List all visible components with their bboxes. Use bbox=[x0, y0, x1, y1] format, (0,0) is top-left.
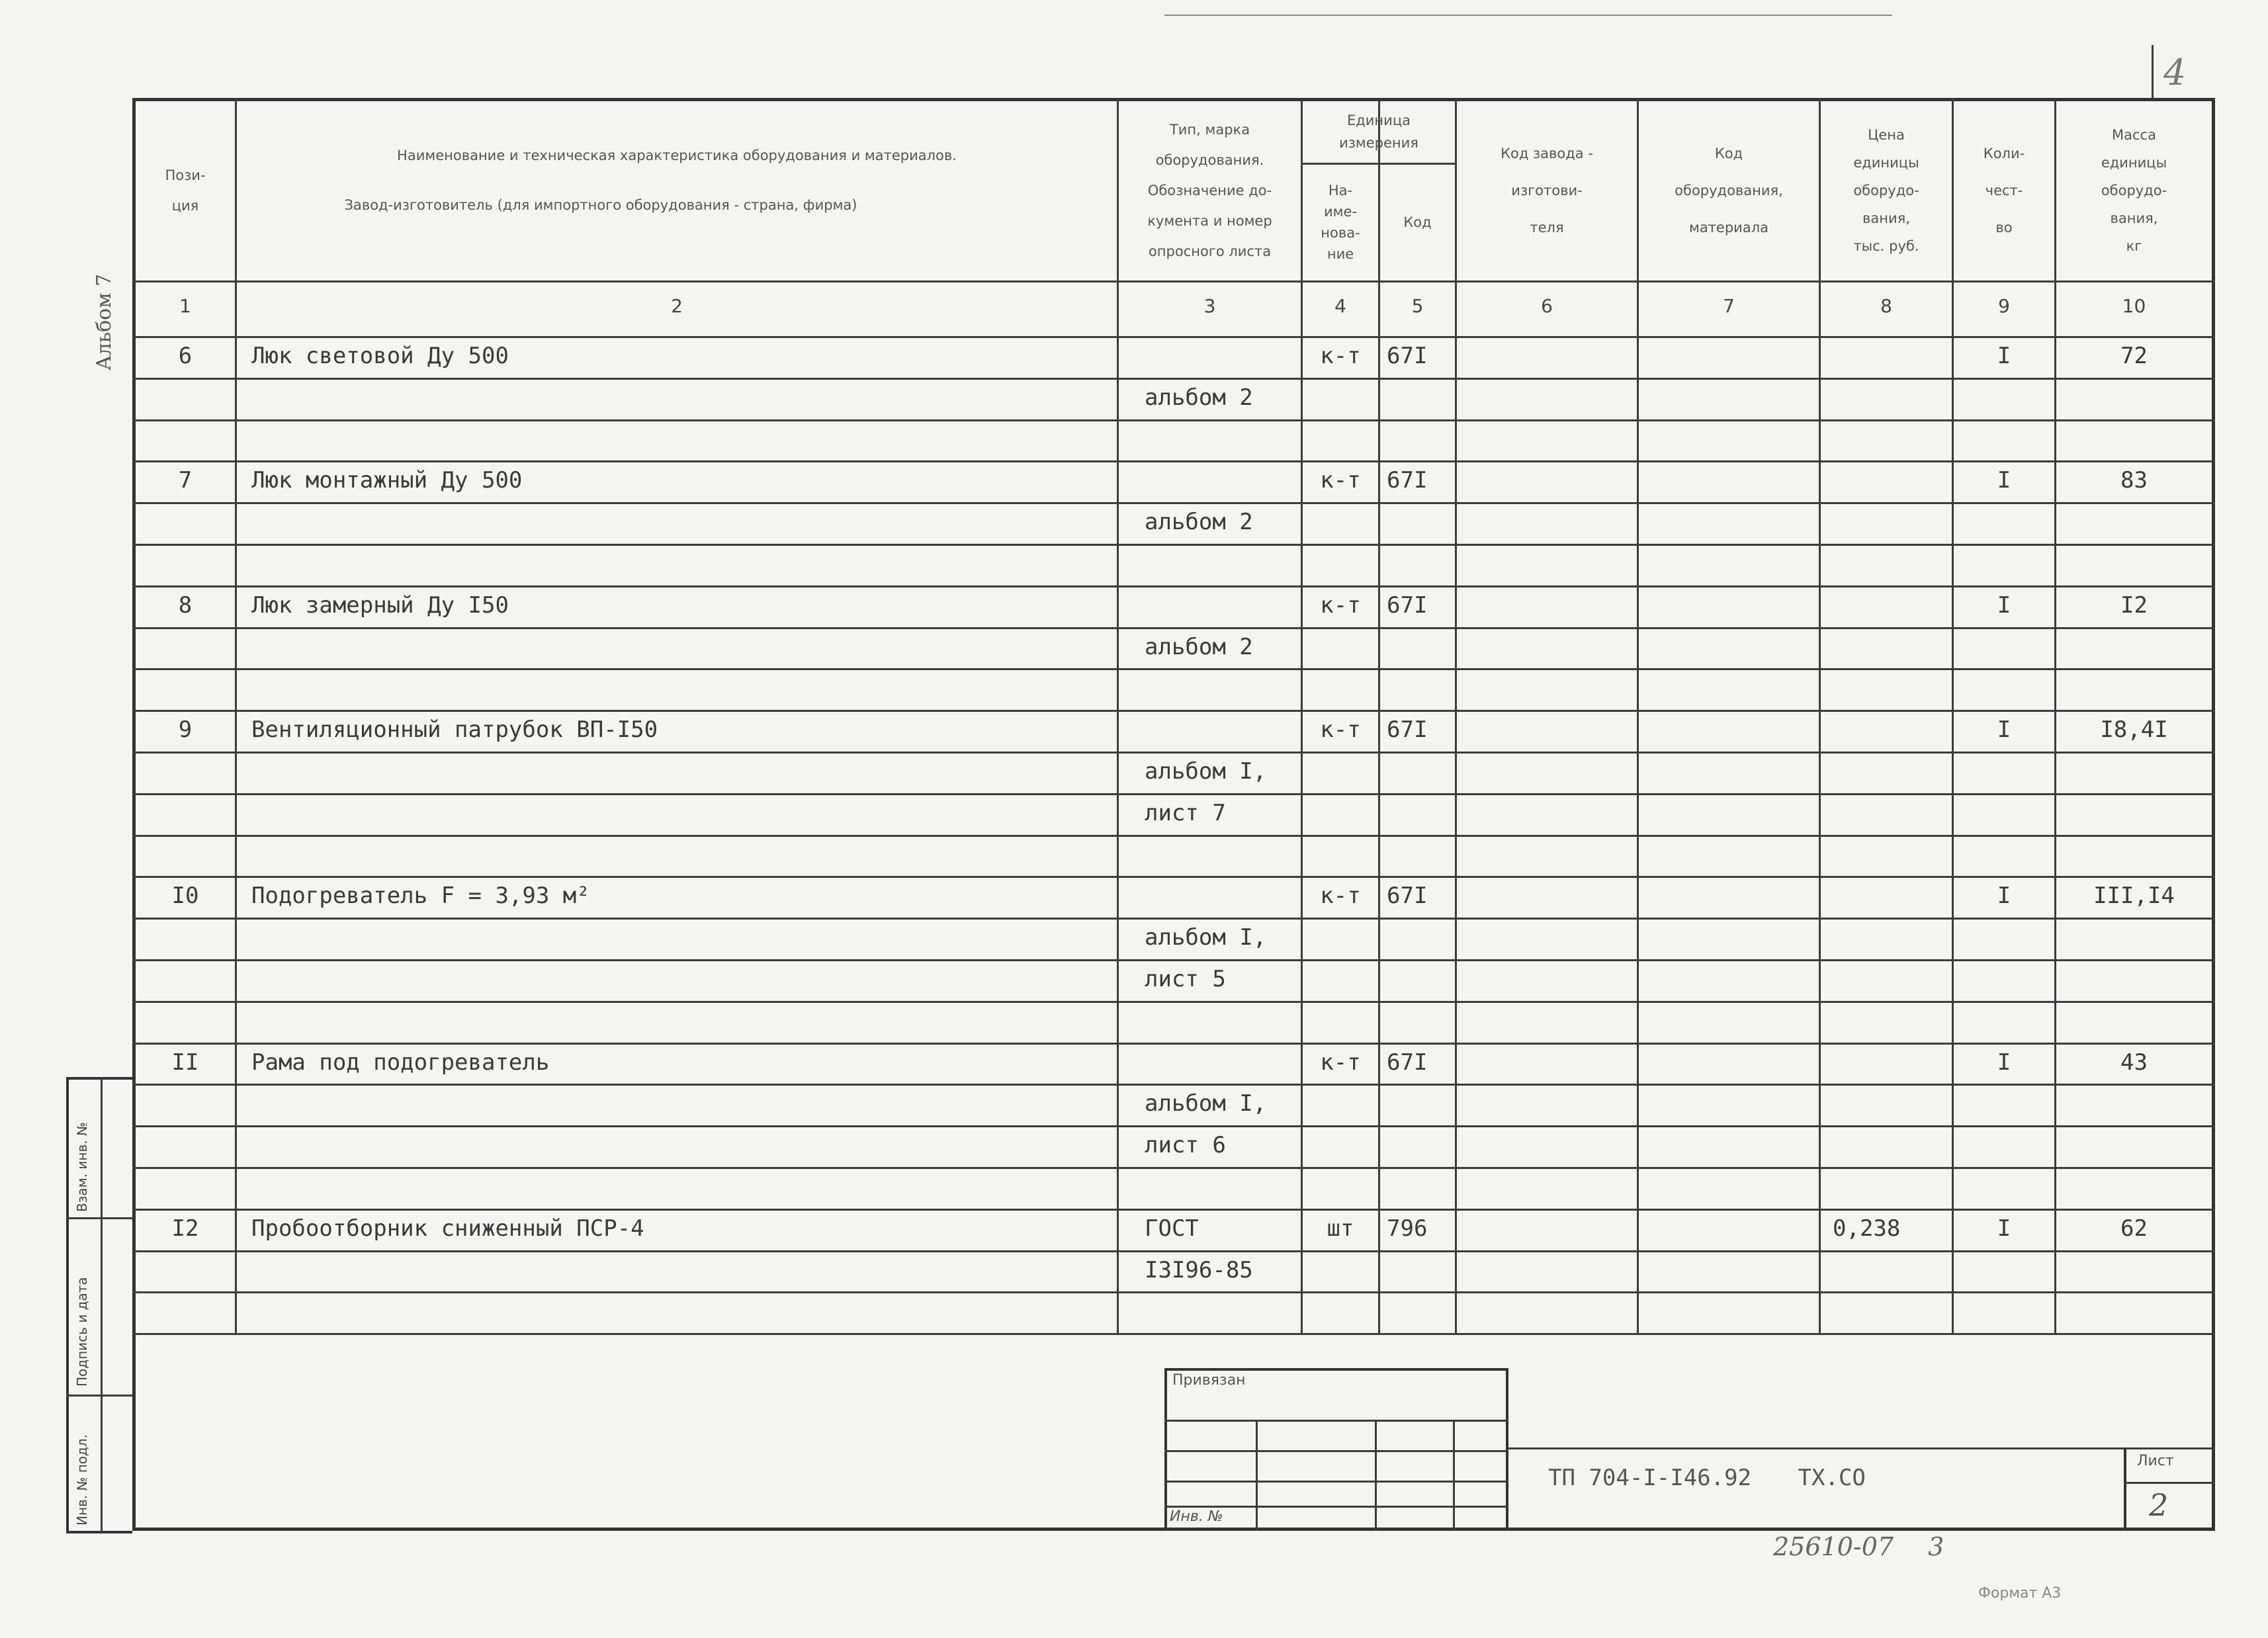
cell-document: альбом 2 bbox=[1145, 509, 1253, 536]
cell-document: альбом I, bbox=[1145, 924, 1267, 951]
row-line-14 bbox=[132, 918, 2215, 920]
archive-number-suffix: 3 bbox=[1928, 1532, 1944, 1561]
cell-quantity: I bbox=[1997, 716, 2011, 744]
format-label: Формат А3 bbox=[1978, 1585, 2062, 1602]
column-line-7 bbox=[1819, 98, 1821, 1333]
header-price: Цена единицы оборудо- вания, тыс. руб. bbox=[1853, 127, 1919, 254]
header-name-line1: Наименование и техническая характеристика оборудования и материалов. bbox=[397, 148, 957, 163]
stamp-hline-1 bbox=[1164, 1420, 1508, 1422]
cell-position: 6 bbox=[178, 343, 193, 369]
sheet-label: Лист bbox=[2137, 1453, 2174, 1469]
row-line-3 bbox=[132, 460, 2215, 462]
colnum-1: 1 bbox=[179, 295, 191, 317]
cell-unit-code: 796 bbox=[1387, 1215, 1428, 1242]
row-line-23 bbox=[132, 1291, 2215, 1293]
column-line-6 bbox=[1637, 98, 1639, 1333]
header-position: Пози- ция bbox=[165, 167, 206, 214]
header-type-mark: Тип, марка оборудования. Обозначение до- кумента и номер опросного листа bbox=[1147, 122, 1272, 259]
row-line-22 bbox=[132, 1250, 2215, 1252]
stamp-privyazan: Привязан bbox=[1172, 1372, 1246, 1389]
row-line-15 bbox=[132, 959, 2215, 961]
cell-unit-code: 67I bbox=[1387, 716, 1428, 744]
stamp-hline-2 bbox=[1164, 1450, 1508, 1452]
row-line-24 bbox=[132, 1333, 2215, 1335]
cell-name: Люк световой Ду 500 bbox=[251, 343, 509, 369]
column-line-4 bbox=[1378, 98, 1380, 1333]
cell-unit-code: 67I bbox=[1387, 1049, 1428, 1076]
cell-name: Подогреватель F = 3,93 м² bbox=[251, 883, 590, 910]
cell-document: лист 6 bbox=[1145, 1132, 1226, 1159]
header-mass: Масса единицы оборудо- вания, кг bbox=[2101, 127, 2167, 254]
cell-quantity: I bbox=[1997, 343, 2011, 369]
header-unit-code: Код bbox=[1403, 214, 1432, 230]
cell-position: 9 bbox=[178, 716, 193, 744]
left-strip-divider bbox=[101, 1077, 103, 1533]
cell-unit: шт bbox=[1327, 1215, 1354, 1242]
cell-quantity: I bbox=[1997, 883, 2011, 910]
cell-position: I2 bbox=[171, 1215, 199, 1242]
left-strip-vzam-inv: Взам. инв. № bbox=[74, 1122, 90, 1212]
colnum-8: 8 bbox=[1880, 295, 1892, 317]
row-line-9 bbox=[132, 710, 2215, 712]
cell-unit: к-т bbox=[1320, 716, 1361, 744]
cell-unit-code: 67I bbox=[1387, 883, 1428, 910]
cell-quantity: I bbox=[1997, 591, 2011, 619]
row-line-21 bbox=[132, 1209, 2215, 1211]
cell-mass: I2 bbox=[2120, 591, 2148, 619]
cell-name: Вентиляционный патрубок ВП-I50 bbox=[251, 716, 658, 744]
doc-code-section: ТХ.СО bbox=[1798, 1465, 1866, 1491]
colnum-3: 3 bbox=[1203, 295, 1216, 317]
column-line-9 bbox=[2054, 98, 2056, 1333]
header-maker-code: Код завода - изготови- теля bbox=[1501, 146, 1593, 236]
cell-name: Рама под подогреватель bbox=[251, 1049, 550, 1076]
row-line-18 bbox=[132, 1084, 2215, 1086]
cell-unit: к-т bbox=[1320, 1049, 1361, 1076]
cell-position: 8 bbox=[178, 591, 193, 619]
row-line-7 bbox=[132, 627, 2215, 629]
cell-quantity: I bbox=[1997, 1215, 2011, 1242]
colnum-9: 9 bbox=[1998, 295, 2010, 317]
stamp-vline-2 bbox=[1375, 1420, 1377, 1531]
cell-document: I3I96-85 bbox=[1145, 1256, 1253, 1283]
row-line-20 bbox=[132, 1167, 2215, 1169]
cell-unit: к-т bbox=[1320, 467, 1361, 494]
colnum-10: 10 bbox=[2122, 295, 2146, 317]
cell-document: альбом I, bbox=[1145, 1090, 1267, 1117]
corner-tick bbox=[2152, 45, 2154, 98]
cell-unit: к-т bbox=[1320, 883, 1361, 910]
cell-name: Пробоотборник сниженный ПСР-4 bbox=[251, 1215, 644, 1242]
cell-quantity: I bbox=[1997, 467, 2011, 494]
header-bottom-line bbox=[132, 280, 2215, 282]
cell-document: лист 5 bbox=[1145, 966, 1226, 992]
row-line-10 bbox=[132, 752, 2215, 754]
left-strip-podpis-data: Подпись и дата bbox=[74, 1277, 90, 1387]
colnum-2: 2 bbox=[671, 295, 683, 317]
cell-price: 0,238 bbox=[1833, 1215, 1901, 1242]
cell-mass: III,I4 bbox=[2093, 883, 2175, 910]
cell-mass: 62 bbox=[2120, 1215, 2148, 1242]
stamp-inv-no: Инв. № bbox=[1170, 1508, 1223, 1525]
cell-mass: 72 bbox=[2120, 343, 2148, 369]
cell-position: 7 bbox=[178, 467, 193, 494]
column-line-3 bbox=[1301, 98, 1303, 1333]
cell-document: альбом 2 bbox=[1145, 633, 1253, 660]
doc-code bbox=[1548, 1465, 1866, 1491]
archive-number-main: 25610-07 bbox=[1773, 1532, 1894, 1561]
colnum-4: 4 bbox=[1334, 295, 1346, 317]
cell-unit: к-т bbox=[1320, 343, 1361, 369]
cell-position: I0 bbox=[171, 883, 199, 910]
row-line-11 bbox=[132, 793, 2215, 795]
cell-mass: 43 bbox=[2120, 1049, 2148, 1076]
colnum-7: 7 bbox=[1723, 295, 1735, 317]
colnum-5: 5 bbox=[1411, 295, 1424, 317]
stamp-vline-3 bbox=[1453, 1420, 1455, 1531]
column-line-5 bbox=[1455, 98, 1457, 1333]
row-line-2 bbox=[132, 419, 2215, 421]
cell-name: Люк монтажный Ду 500 bbox=[251, 467, 523, 494]
header-name-line2: Завод-изготовитель (для импортного оборудования - страна, фирма) bbox=[344, 197, 857, 213]
row-line-5 bbox=[132, 544, 2215, 546]
cell-quantity: I bbox=[1997, 1049, 2011, 1076]
colnum-bottom-line bbox=[132, 336, 2215, 338]
header-equipment-code: Код оборудования, материала bbox=[1675, 146, 1783, 236]
top-stray-line bbox=[1164, 15, 1892, 16]
left-strip-hline-2 bbox=[66, 1395, 132, 1397]
stamp-hline-3 bbox=[1164, 1481, 1508, 1483]
cell-mass: I8,4I bbox=[2100, 716, 2168, 744]
sheet-number: 2 bbox=[2149, 1487, 2169, 1523]
cell-unit-code: 67I bbox=[1387, 343, 1428, 369]
row-line-16 bbox=[132, 1001, 2215, 1003]
cell-unit-code: 67I bbox=[1387, 467, 1428, 494]
column-line-2 bbox=[1117, 98, 1119, 1333]
cell-document: альбом I, bbox=[1145, 758, 1267, 785]
column-line-1 bbox=[235, 98, 237, 1333]
row-line-12 bbox=[132, 835, 2215, 837]
cell-document: альбом 2 bbox=[1145, 384, 1253, 411]
cell-document: ГОСТ bbox=[1145, 1215, 1199, 1242]
header-unit: Единица измерения bbox=[1339, 112, 1418, 151]
cell-unit-code: 67I bbox=[1387, 591, 1428, 619]
archive-number bbox=[1773, 1532, 1944, 1561]
doc-code-number: ТП 704-I-I46.92 bbox=[1548, 1465, 1752, 1491]
album-side-label: Альбом 7 bbox=[93, 273, 116, 370]
column-line-8 bbox=[1952, 98, 1954, 1333]
cell-mass: 83 bbox=[2120, 467, 2148, 494]
sheet-box-divider bbox=[2124, 1482, 2215, 1484]
row-line-4 bbox=[132, 502, 2215, 504]
row-line-6 bbox=[132, 585, 2215, 587]
left-strip-hline-1 bbox=[66, 1217, 132, 1219]
left-strip-inv-podl: Инв. № подл. bbox=[74, 1434, 90, 1526]
cell-unit: к-т bbox=[1320, 591, 1361, 619]
row-line-8 bbox=[132, 668, 2215, 670]
row-line-19 bbox=[132, 1125, 2215, 1127]
colnum-6: 6 bbox=[1541, 295, 1553, 317]
cell-document: лист 7 bbox=[1145, 799, 1226, 826]
stamp-hline-4 bbox=[1164, 1506, 1508, 1508]
row-line-1 bbox=[132, 378, 2215, 380]
row-line-17 bbox=[132, 1043, 2215, 1045]
doc-code-top-line bbox=[1508, 1447, 2215, 1449]
cell-name: Люк замерный Ду I50 bbox=[251, 591, 509, 619]
cell-position: II bbox=[171, 1049, 199, 1076]
corner-page-number: 4 bbox=[2163, 52, 2187, 93]
header-quantity: Коли- чест- во bbox=[1983, 146, 2025, 236]
row-line-13 bbox=[132, 876, 2215, 878]
header-unit-name: На- име- нова- ние bbox=[1321, 182, 1360, 262]
stamp-vline-1 bbox=[1256, 1420, 1258, 1531]
